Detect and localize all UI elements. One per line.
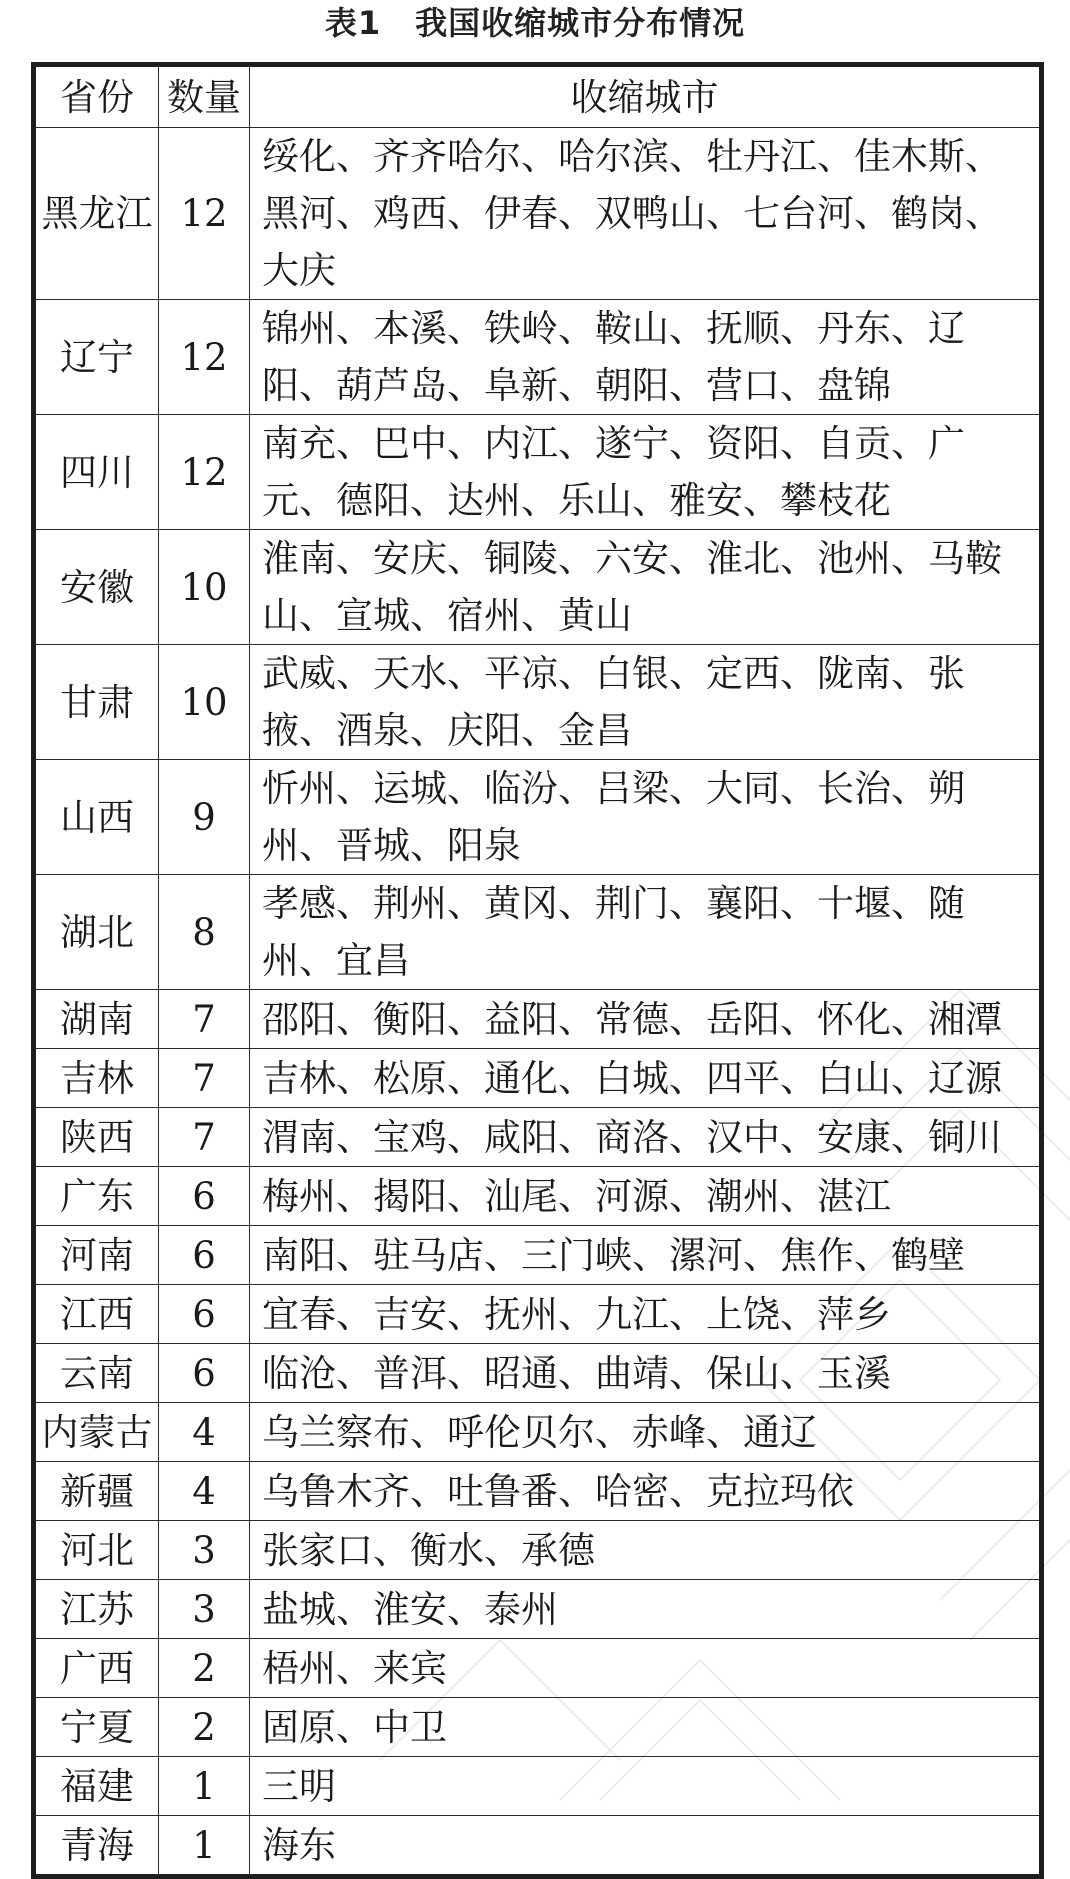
- province-cell: 宁夏: [34, 1698, 159, 1757]
- header-count: 数量: [159, 65, 250, 128]
- count-cell: 9: [159, 760, 250, 875]
- table-row: [34, 415, 1042, 530]
- count-cell: 6: [159, 1167, 250, 1226]
- table-row: [34, 760, 1042, 875]
- province-cell: 辽宁: [34, 300, 159, 415]
- province-cell: 湖北: [34, 875, 159, 990]
- province-cell: 青海: [34, 1816, 159, 1877]
- cities-cell: 梧州、来宾: [250, 1639, 1042, 1698]
- cities-cell: 乌鲁木齐、吐鲁番、哈密、克拉玛依: [250, 1462, 1042, 1521]
- cities-cell: 固原、中卫: [250, 1698, 1042, 1757]
- cities-cell: 南充、巴中、内江、遂宁、资阳、自贡、广元、德阳、达州、乐山、雅安、攀枝花: [250, 415, 1042, 530]
- header-cities: 收缩城市: [250, 65, 1042, 128]
- table-title: 我国收缩城市分布情况: [415, 4, 746, 42]
- cities-cell: 南阳、驻马店、三门峡、漯河、焦作、鹤壁: [250, 1226, 1042, 1285]
- count-cell: 2: [159, 1698, 250, 1757]
- cities-cell: 忻州、运城、临汾、吕梁、大同、长治、朔州、晋城、阳泉: [250, 760, 1042, 875]
- count-cell: 1: [159, 1816, 250, 1877]
- count-cell: 4: [159, 1462, 250, 1521]
- table-row: [34, 1285, 1042, 1344]
- count-cell: 3: [159, 1521, 250, 1580]
- cities-cell: 吉林、松原、通化、白城、四平、白山、辽源: [250, 1049, 1042, 1108]
- cities-cell: 武威、天水、平凉、白银、定西、陇南、张掖、酒泉、庆阳、金昌: [250, 645, 1042, 760]
- cities-cell: 孝感、荆州、黄冈、荆门、襄阳、十堰、随州、宜昌: [250, 875, 1042, 990]
- province-cell: 陕西: [34, 1108, 159, 1167]
- cities-cell: 张家口、衡水、承德: [250, 1521, 1042, 1580]
- table-row: [34, 1108, 1042, 1167]
- count-cell: 12: [159, 128, 250, 300]
- table-row: [34, 1344, 1042, 1403]
- count-cell: 7: [159, 1049, 250, 1108]
- count-cell: 7: [159, 990, 250, 1049]
- cities-cell: 盐城、淮安、泰州: [250, 1580, 1042, 1639]
- table-row: [34, 1757, 1042, 1816]
- table-number: 表1: [324, 4, 382, 42]
- count-cell: 1: [159, 1757, 250, 1816]
- table-row: [34, 1049, 1042, 1108]
- table-row: [34, 990, 1042, 1049]
- count-cell: 6: [159, 1226, 250, 1285]
- cities-cell: 梅州、揭阳、汕尾、河源、潮州、湛江: [250, 1167, 1042, 1226]
- province-cell: 黑龙江: [34, 128, 159, 300]
- cities-cell: 锦州、本溪、铁岭、鞍山、抚顺、丹东、辽阳、葫芦岛、阜新、朝阳、营口、盘锦: [250, 300, 1042, 415]
- count-cell: 2: [159, 1639, 250, 1698]
- cities-cell: 绥化、齐齐哈尔、哈尔滨、牡丹江、佳木斯、黑河、鸡西、伊春、双鸭山、七台河、鹤岗、大庆: [250, 128, 1042, 300]
- cities-cell: 三明: [250, 1757, 1042, 1816]
- province-cell: 河南: [34, 1226, 159, 1285]
- table-row: [34, 1698, 1042, 1757]
- cities-cell: 邵阳、衡阳、益阳、常德、岳阳、怀化、湘潭: [250, 990, 1042, 1049]
- count-cell: 12: [159, 415, 250, 530]
- cities-cell: 宜春、吉安、抚州、九江、上饶、萍乡: [250, 1285, 1042, 1344]
- cities-cell: 渭南、宝鸡、咸阳、商洛、汉中、安康、铜川: [250, 1108, 1042, 1167]
- table-row: [34, 1403, 1042, 1462]
- province-cell: 内蒙古: [34, 1403, 159, 1462]
- count-cell: 10: [159, 645, 250, 760]
- cities-cell: 临沧、普洱、昭通、曲靖、保山、玉溪: [250, 1344, 1042, 1403]
- table-row: [34, 300, 1042, 415]
- province-cell: 广西: [34, 1639, 159, 1698]
- shrinking-cities-table: [31, 62, 1044, 1879]
- table-row: [34, 1521, 1042, 1580]
- cities-cell: 淮南、安庆、铜陵、六安、淮北、池州、马鞍山、宣城、宿州、黄山: [250, 530, 1042, 645]
- table-row: [34, 1639, 1042, 1698]
- count-cell: 6: [159, 1285, 250, 1344]
- province-cell: 安徽: [34, 530, 159, 645]
- province-cell: 广东: [34, 1167, 159, 1226]
- province-cell: 湖南: [34, 990, 159, 1049]
- province-cell: 江苏: [34, 1580, 159, 1639]
- count-cell: 8: [159, 875, 250, 990]
- table-caption: [0, 0, 1070, 46]
- cities-cell: 海东: [250, 1816, 1042, 1877]
- province-cell: 四川: [34, 415, 159, 530]
- province-cell: 山西: [34, 760, 159, 875]
- table-row: [34, 645, 1042, 760]
- count-cell: 7: [159, 1108, 250, 1167]
- province-cell: 福建: [34, 1757, 159, 1816]
- table-row: [34, 1816, 1042, 1877]
- province-cell: 甘肃: [34, 645, 159, 760]
- province-cell: 江西: [34, 1285, 159, 1344]
- count-cell: 6: [159, 1344, 250, 1403]
- count-cell: 12: [159, 300, 250, 415]
- table-row: [34, 1462, 1042, 1521]
- province-cell: 河北: [34, 1521, 159, 1580]
- cities-cell: 乌兰察布、呼伦贝尔、赤峰、通辽: [250, 1403, 1042, 1462]
- count-cell: 10: [159, 530, 250, 645]
- province-cell: 吉林: [34, 1049, 159, 1108]
- table-row: [34, 1167, 1042, 1226]
- count-cell: 4: [159, 1403, 250, 1462]
- table-row: [34, 875, 1042, 990]
- table-row: [34, 530, 1042, 645]
- count-cell: 3: [159, 1580, 250, 1639]
- table-row: [34, 128, 1042, 300]
- province-cell: 新疆: [34, 1462, 159, 1521]
- header-row: [34, 65, 1042, 128]
- header-province: 省份: [34, 65, 159, 128]
- table-row: [34, 1580, 1042, 1639]
- table-row: [34, 1226, 1042, 1285]
- province-cell: 云南: [34, 1344, 159, 1403]
